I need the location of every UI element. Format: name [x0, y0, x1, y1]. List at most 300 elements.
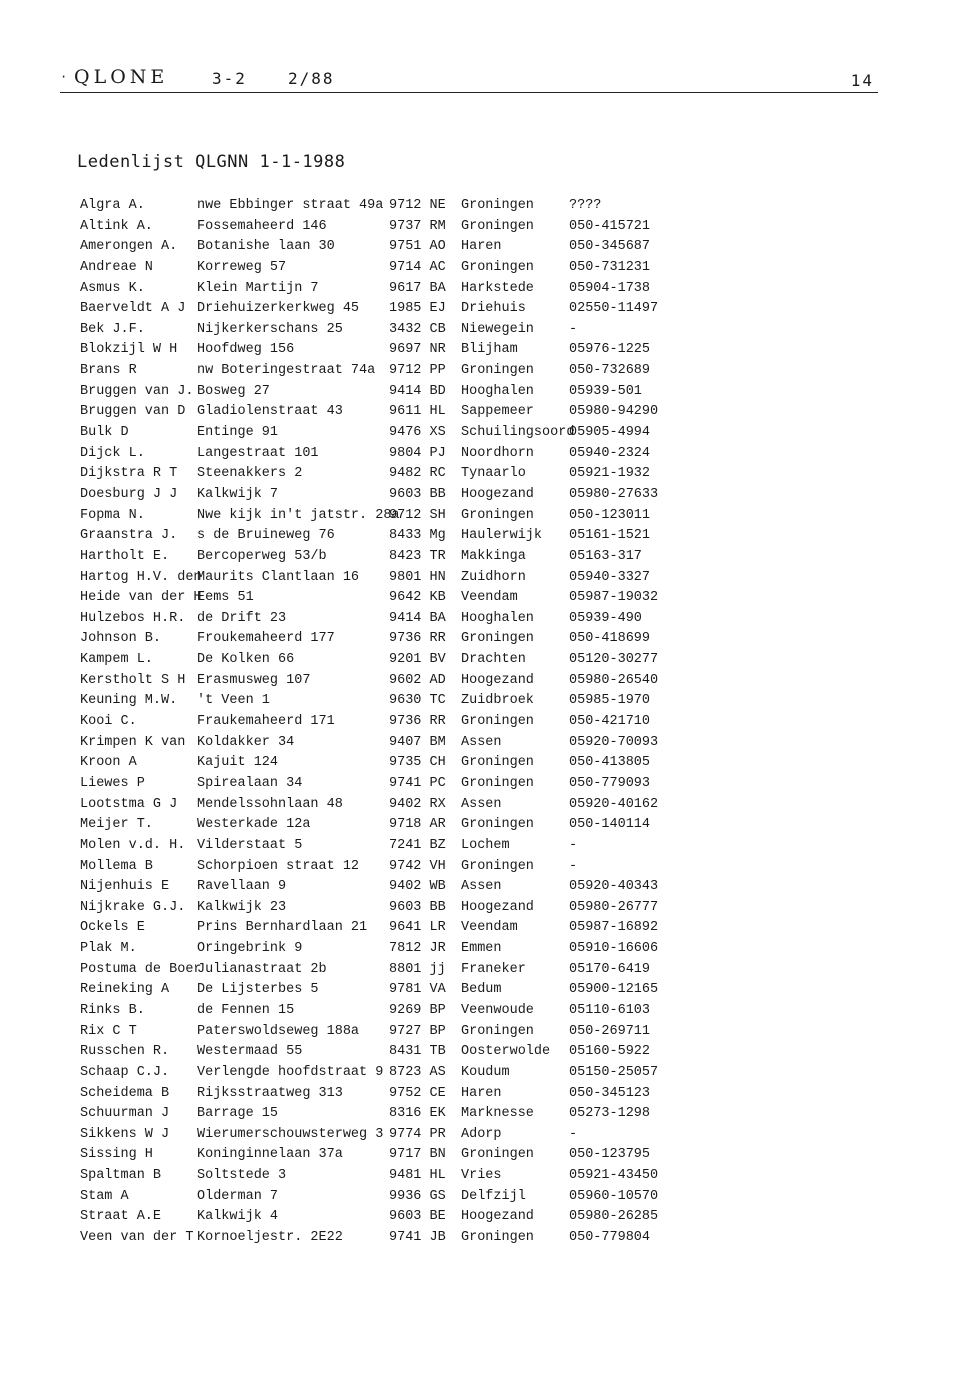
member-phone: - [569, 1126, 578, 1142]
member-street: Maurits Clantlaan 16 [197, 569, 360, 585]
member-row [80, 753, 740, 774]
member-row [80, 795, 740, 816]
member-phone: 05940-2324 [569, 445, 651, 461]
member-name: Blokzijl W H [80, 342, 178, 358]
member-name: Molen v.d. H. [80, 837, 186, 853]
member-street: Prins Bernhardlaan 21 [197, 920, 368, 936]
member-city: Veendam [461, 590, 518, 606]
member-city: Groningen [461, 1023, 534, 1039]
member-phone: 02550-11497 [569, 301, 659, 317]
member-name: Altink A. [80, 218, 153, 234]
member-name: Doesburg J J [80, 486, 178, 502]
member-name: Bulk D [80, 425, 129, 441]
member-street: Froukemaheerd 177 [197, 631, 335, 647]
member-phone: 05900-12165 [569, 982, 659, 998]
member-name: Algra A. [80, 198, 145, 213]
member-zip: 9402 WB [389, 879, 446, 895]
member-city: Groningen [461, 714, 534, 730]
newsletter-name: QLONE [74, 66, 169, 88]
member-street: Olderman 7 [197, 1188, 279, 1204]
member-city: Groningen [461, 1147, 534, 1163]
member-phone: 05905-4994 [569, 425, 651, 441]
member-row [80, 361, 740, 382]
member-phone: 05904-1738 [569, 280, 651, 296]
member-street: Soltstede 3 [197, 1168, 287, 1184]
member-name: Mollema B [80, 858, 153, 874]
member-street: Botanishe laan 30 [197, 239, 335, 255]
member-phone: 05920-70093 [569, 734, 659, 750]
member-name: Keuning M.W. [80, 693, 178, 709]
member-name: Rinks B. [80, 1002, 145, 1018]
member-row [80, 712, 740, 733]
member-zip: 9642 KB [389, 590, 446, 606]
member-city: Groningen [461, 198, 534, 213]
member-street: Erasmusweg 107 [197, 672, 311, 688]
member-street: Kajuit 124 [197, 755, 279, 771]
member-city: Hoogezand [461, 899, 534, 915]
member-phone: 05985-1970 [569, 693, 651, 709]
member-street: s de Bruineweg 76 [197, 528, 335, 544]
member-zip: 8316 EK [389, 1106, 446, 1122]
member-phone: 05987-16892 [569, 920, 659, 936]
member-street: Kornoeljestr. 2E22 [197, 1230, 343, 1246]
member-city: Schuilingsoord [461, 425, 575, 441]
member-row [80, 1022, 740, 1043]
member-phone: 05170-6419 [569, 961, 651, 977]
member-zip: 9936 GS [389, 1188, 446, 1204]
member-street: Vilderstaat 5 [197, 837, 303, 853]
member-city: Groningen [461, 631, 534, 647]
member-row [80, 1063, 740, 1084]
member-row [80, 526, 740, 547]
member-row [80, 1125, 740, 1146]
member-zip: 9603 BB [389, 486, 446, 502]
member-city: Haren [461, 239, 502, 255]
member-zip: 9718 AR [389, 817, 446, 833]
member-row [80, 1228, 740, 1249]
member-zip: 9741 JB [389, 1230, 446, 1246]
member-row [80, 320, 740, 341]
member-zip: 8431 TB [389, 1044, 446, 1060]
member-row [80, 196, 740, 217]
member-row [80, 671, 740, 692]
member-phone: 050-418699 [569, 631, 651, 647]
member-street: Kalkwijk 4 [197, 1209, 279, 1225]
member-name: Hulzebos H.R. [80, 610, 186, 626]
member-name: Plak M. [80, 941, 137, 957]
member-street: De Kolken 66 [197, 652, 295, 668]
member-phone: 050-140114 [569, 817, 651, 833]
member-city: Bedum [461, 982, 502, 998]
member-phone: 05980-26777 [569, 899, 659, 915]
member-street: Korreweg 57 [197, 259, 287, 275]
member-zip: 9414 BA [389, 610, 446, 626]
member-street: Bercoperweg 53/b [197, 548, 327, 564]
member-city: Hooghalen [461, 610, 534, 626]
member-street: nw Boteringestraat 74a [197, 363, 376, 379]
member-city: Veendam [461, 920, 518, 936]
member-street: Kalkwijk 23 [197, 899, 287, 915]
member-row [80, 898, 740, 919]
member-name: Kroon A [80, 755, 137, 771]
member-row [80, 774, 740, 795]
member-phone: 05910-16606 [569, 941, 659, 957]
member-name: Bruggen van D [80, 404, 186, 420]
member-street: Hoofdweg 156 [197, 342, 295, 358]
member-name: Dijck L. [80, 445, 145, 461]
member-zip: 7812 JR [389, 941, 446, 957]
member-phone: 050-731231 [569, 259, 651, 275]
member-zip: 9712 SH [389, 507, 446, 523]
member-zip: 9717 BN [389, 1147, 446, 1163]
member-city: Haulerwijk [461, 528, 543, 544]
member-row [80, 733, 740, 754]
member-city: Zuidhorn [461, 569, 526, 585]
member-city: Emmen [461, 941, 502, 957]
member-city: Tynaarlo [461, 466, 526, 482]
member-name: Nijenhuis E [80, 879, 170, 895]
member-zip: 9201 BV [389, 652, 446, 668]
member-city: Franeker [461, 961, 526, 977]
member-row [80, 485, 740, 506]
member-phone: 05980-94290 [569, 404, 659, 420]
member-phone: 05920-40343 [569, 879, 659, 895]
member-name: Brans R [80, 363, 137, 379]
member-name: Reineking A [80, 982, 170, 998]
member-name: Russchen R. [80, 1044, 170, 1060]
member-street: Eems 51 [197, 590, 254, 606]
member-row [80, 939, 740, 960]
member-phone: 050-732689 [569, 363, 651, 379]
member-name: Andreae N [80, 259, 153, 275]
member-row [80, 340, 740, 361]
member-phone: 05920-40162 [569, 796, 659, 812]
member-row [80, 279, 740, 300]
member-phone: 05939-501 [569, 383, 642, 399]
member-city: Haren [461, 1085, 502, 1101]
member-name: Heide van der H [80, 590, 202, 606]
member-zip: 9712 PP [389, 363, 446, 379]
member-row [80, 423, 740, 444]
member-city: Groningen [461, 507, 534, 523]
member-row [80, 1207, 740, 1228]
member-city: Harkstede [461, 280, 534, 296]
member-name: Rix C T [80, 1023, 137, 1039]
member-zip: 9603 BB [389, 899, 446, 915]
member-name: Liewes P [80, 775, 145, 791]
member-row [80, 629, 740, 650]
member-street: Wierumerschouwsterweg 3 [197, 1126, 384, 1142]
member-name: Sikkens W J [80, 1126, 170, 1142]
member-row [80, 506, 740, 527]
member-phone: ???? [569, 198, 602, 213]
member-row [80, 402, 740, 423]
member-name: Veen van der T [80, 1230, 194, 1246]
member-zip: 9476 XS [389, 425, 446, 441]
member-phone: 05120-30277 [569, 652, 659, 668]
member-name: Hartog H.V. den [80, 569, 202, 585]
member-phone: 050-421710 [569, 714, 651, 730]
member-city: Zuidbroek [461, 693, 534, 709]
member-phone: 05921-1932 [569, 466, 651, 482]
member-street: Julianastraat 2b [197, 961, 327, 977]
member-city: Hoogezand [461, 672, 534, 688]
member-phone: 050-269711 [569, 1023, 651, 1039]
member-zip: 9735 CH [389, 755, 446, 771]
member-city: Blijham [461, 342, 518, 358]
member-street: Verlengde hoofdstraat 9 [197, 1064, 384, 1080]
member-name: Nijkrake G.J. [80, 899, 186, 915]
member-row [80, 1166, 740, 1187]
member-phone: - [569, 837, 578, 853]
member-row [80, 1104, 740, 1125]
member-zip: 9781 VA [389, 982, 446, 998]
member-name: Asmus K. [80, 280, 145, 296]
member-zip: 1985 EJ [389, 301, 446, 317]
member-phone: 05161-1521 [569, 528, 651, 544]
member-zip: 9801 HN [389, 569, 446, 585]
member-street: Westerkade 12a [197, 817, 311, 833]
member-phone: 05921-43450 [569, 1168, 659, 1184]
member-city: Groningen [461, 218, 534, 234]
member-zip: 9804 PJ [389, 445, 446, 461]
member-phone: - [569, 321, 578, 337]
member-street: Paterswoldseweg 188a [197, 1023, 360, 1039]
member-street: Langestraat 101 [197, 445, 319, 461]
member-name: Stam A [80, 1188, 129, 1204]
member-city: Groningen [461, 858, 534, 874]
member-city: Groningen [461, 363, 534, 379]
member-row [80, 815, 740, 836]
member-zip: 9742 VH [389, 858, 446, 874]
member-phone: 05940-3327 [569, 569, 651, 585]
member-name: Lootstma G J [80, 796, 178, 812]
member-street: Gladiolenstraat 43 [197, 404, 343, 420]
member-row [80, 857, 740, 878]
member-zip: 8423 TR [389, 548, 446, 564]
member-zip: 9407 BM [389, 734, 446, 750]
member-name: Schaap C.J. [80, 1064, 170, 1080]
member-street: Mendelssohnlaan 48 [197, 796, 343, 812]
member-phone: 050-413805 [569, 755, 651, 771]
member-name: Schuurman J [80, 1106, 170, 1122]
member-city: Lochem [461, 837, 510, 853]
member-row [80, 237, 740, 258]
member-row [80, 568, 740, 589]
member-zip: 9603 BE [389, 1209, 446, 1225]
member-phone: 050-123795 [569, 1147, 651, 1163]
member-phone: 050-123011 [569, 507, 651, 523]
member-phone: 05110-6103 [569, 1002, 651, 1018]
member-zip: 9736 RR [389, 631, 446, 647]
member-name: Straat A.E [80, 1209, 162, 1225]
member-row [80, 609, 740, 630]
member-row [80, 836, 740, 857]
member-zip: 9414 BD [389, 383, 446, 399]
member-city: Oosterwolde [461, 1044, 551, 1060]
member-street: Kalkwijk 7 [197, 486, 279, 502]
member-phone: 05273-1298 [569, 1106, 651, 1122]
member-phone: 05980-27633 [569, 486, 659, 502]
member-phone: 05939-490 [569, 610, 642, 626]
member-city: Groningen [461, 1230, 534, 1246]
member-city: Groningen [461, 775, 534, 791]
member-zip: 8433 Mg [389, 528, 446, 544]
member-street: De Lijsterbes 5 [197, 982, 319, 998]
member-phone: 05150-25057 [569, 1064, 659, 1080]
member-zip: 9641 LR [389, 920, 446, 936]
member-name: Bek J.F. [80, 321, 145, 337]
member-city: Vries [461, 1168, 502, 1184]
member-name: Scheidema B [80, 1085, 170, 1101]
member-street: Spirealaan 34 [197, 775, 303, 791]
member-name: Kooi C. [80, 714, 137, 730]
member-zip: 9752 CE [389, 1085, 446, 1101]
page-header [60, 66, 878, 93]
member-street: Fraukemaheerd 171 [197, 714, 335, 730]
member-row [80, 588, 740, 609]
member-phone: 05960-10570 [569, 1188, 659, 1204]
member-street: nwe Ebbinger straat 49a [197, 198, 384, 213]
member-city: Assen [461, 879, 502, 895]
member-street: Rijksstraatweg 313 [197, 1085, 343, 1101]
member-zip: 9617 BA [389, 280, 446, 296]
member-phone: 050-415721 [569, 218, 651, 234]
page-number: 14 [850, 71, 874, 90]
member-city: Assen [461, 734, 502, 750]
issue-number: 3-2 [212, 69, 247, 88]
member-street: de Fennen 15 [197, 1002, 295, 1018]
member-street: Driehuizerkerkweg 45 [197, 301, 360, 317]
member-city: Veenwoude [461, 1002, 534, 1018]
member-row [80, 299, 740, 320]
member-name: Meijer T. [80, 817, 153, 833]
member-street: Schorpioen straat 12 [197, 858, 360, 874]
member-zip: 9774 PR [389, 1126, 446, 1142]
member-name: Spaltman B [80, 1168, 162, 1184]
member-city: Assen [461, 796, 502, 812]
member-phone: 050-779093 [569, 775, 651, 791]
member-zip: 9697 NR [389, 342, 446, 358]
member-name: Baerveldt A J [80, 301, 186, 317]
member-city: Hoogezand [461, 486, 534, 502]
member-name: Fopma N. [80, 507, 145, 523]
member-row [80, 877, 740, 898]
member-phone: 05976-1225 [569, 342, 651, 358]
member-city: Groningen [461, 817, 534, 833]
member-city: Groningen [461, 755, 534, 771]
member-phone: 05163-317 [569, 548, 642, 564]
member-row [80, 960, 740, 981]
member-city: Hoogezand [461, 1209, 534, 1225]
member-zip: 9482 RC [389, 466, 446, 482]
member-city: Noordhorn [461, 445, 534, 461]
header-dot: · [60, 70, 68, 84]
member-name: Kampem L. [80, 652, 153, 668]
member-row [80, 444, 740, 465]
member-zip: 9630 TC [389, 693, 446, 709]
member-city: Makkinga [461, 548, 526, 564]
member-name: Dijkstra R T [80, 466, 178, 482]
member-row [80, 217, 740, 238]
member-zip: 9269 BP [389, 1002, 446, 1018]
member-zip: 9741 PC [389, 775, 446, 791]
member-phone: 05987-19032 [569, 590, 659, 606]
member-name: Sissing H [80, 1147, 153, 1163]
member-street: de Drift 23 [197, 610, 287, 626]
member-zip: 9736 RR [389, 714, 446, 730]
member-row [80, 918, 740, 939]
member-zip: 9751 AO [389, 239, 446, 255]
member-zip: 9737 RM [389, 218, 446, 234]
member-city: Hooghalen [461, 383, 534, 399]
member-row [80, 1187, 740, 1208]
member-zip: 8723 AS [389, 1064, 446, 1080]
member-zip: 9611 HL [389, 404, 446, 420]
member-city: Sappemeer [461, 404, 534, 420]
member-name: Kerstholt S H [80, 672, 186, 688]
member-street: Steenakkers 2 [197, 466, 303, 482]
member-phone: - [569, 858, 578, 874]
member-city: Koudum [461, 1064, 510, 1080]
member-name: Graanstra J. [80, 528, 178, 544]
member-city: Drachten [461, 652, 526, 668]
member-name: Amerongen A. [80, 239, 178, 255]
member-zip: 9602 AD [389, 672, 446, 688]
member-city: Driehuis [461, 301, 526, 317]
member-zip: 9481 HL [389, 1168, 446, 1184]
member-street: Bosweg 27 [197, 383, 270, 399]
member-zip: 9712 NE [389, 198, 446, 213]
member-row [80, 980, 740, 1001]
member-city: Adorp [461, 1126, 502, 1142]
member-street: Koninginnelaan 37a [197, 1147, 343, 1163]
member-street: 't Veen 1 [197, 693, 270, 709]
issue-date: 2/88 [288, 69, 335, 88]
member-name: Ockels E [80, 920, 145, 936]
member-street: Nijkerkerschans 25 [197, 321, 343, 337]
member-city: Marknesse [461, 1106, 534, 1122]
member-row [80, 1001, 740, 1022]
member-row [80, 464, 740, 485]
member-phone: 05980-26285 [569, 1209, 659, 1225]
member-city: Groningen [461, 259, 534, 275]
member-row [80, 547, 740, 568]
member-name: Hartholt E. [80, 548, 170, 564]
member-name: Johnson B. [80, 631, 162, 647]
member-street: Fossemaheerd 146 [197, 218, 327, 234]
member-street: Klein Martijn 7 [197, 280, 319, 296]
member-row [80, 1042, 740, 1063]
member-phone: 05980-26540 [569, 672, 659, 688]
member-list [80, 196, 740, 1249]
member-street: Ravellaan 9 [197, 879, 287, 895]
member-street: Westermaad 55 [197, 1044, 303, 1060]
member-zip: 3432 CB [389, 321, 446, 337]
member-row [80, 1145, 740, 1166]
member-row [80, 258, 740, 279]
member-name: Krimpen K van [80, 734, 186, 750]
member-street: Entinge 91 [197, 425, 279, 441]
member-city: Delfzijl [461, 1188, 526, 1204]
member-row [80, 650, 740, 671]
page-title: Ledenlijst QLGNN 1-1-1988 [77, 152, 346, 172]
member-zip: 9727 BP [389, 1023, 446, 1039]
member-street: Koldakker 34 [197, 734, 295, 750]
member-row [80, 382, 740, 403]
member-phone: 050-779804 [569, 1230, 651, 1246]
member-city: Niewegein [461, 321, 534, 337]
